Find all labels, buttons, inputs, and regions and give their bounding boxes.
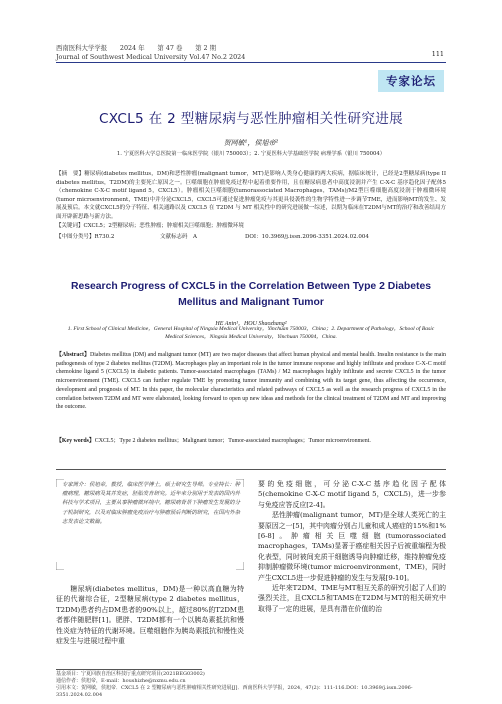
document-code: 文献标志码 A	[160, 234, 197, 240]
body-right-p3: 近年来T2DM、TME与MT相互关系的研究引起了人们的强烈关注，且CXCL5和TAMS在T2DM与MT的相关研究中取得了一定的进展，是具有潜在价值的治	[258, 584, 446, 613]
title-en-line1: Research Progress of CXCL5 in the Correlation Between Type 2 Diabetes	[70, 281, 432, 292]
authors-cn: 贺网敏¹，侯旭帝²	[223, 139, 279, 147]
body-left-column	[56, 584, 244, 646]
title-en	[56, 279, 446, 311]
clc-number: 【中图分类号】R730.2	[56, 234, 115, 240]
expert-bio: 专家简介：侯旭帝，教授，临床医学博士，硕士研究生导师。专业特长：肿瘤病理，糖尿病及其并发症，胚胎发育研究。近年来分别用于发表的国内外科技与学术项目，主要从事肿瘤微环境中，糖尿病背景下肿瘤发生发展的分子机制研究，以及对临床肿瘤免疫治疗与肿瘤预后判断的研究，在国内外杂志发表论文数篇。	[62, 482, 240, 525]
keywords-en	[56, 437, 446, 446]
footnote-rule	[56, 669, 202, 670]
footnote-cite: 引用本文：贺网敏，侯旭帝．CXCL5 在 2 型糖尿病与恶性肿瘤相关性研究进展[J]．西南医科大学学报，2024，47(2)：111-116.DOI：10.3969/j.issn.2096-3351.2024.02.004	[56, 685, 413, 698]
abstract-en	[56, 351, 446, 412]
title-en-line2: Mellitus and Malignant Tumor	[178, 297, 324, 308]
keywords-en-label: 【Key words】	[56, 438, 95, 444]
footnote-fund: 基金项目：宁夏回族自治区科技厅重点研究项目(2021BEG03002)	[56, 671, 205, 677]
body-right-p1: 要的免疫细胞，可分泌C-X-C基序趋化因子配体5(chemokine C-X-C motif ligand 5，CXCL5)，进一步参与免疫应答反应[2-4]。	[258, 480, 446, 509]
keywords-cn: 【关键词】CXCL5；2型糖尿病；恶性肿瘤；肿瘤相关巨噬细胞；肿瘤微环境	[56, 223, 244, 229]
abstract-en-text: Diabetes mellitus (DM) and malignant tumor (MT) are two major diseases that affect human physical and mental health. Insulin resistance is the main pathogenesis of type 2 diabetes mellitus (T2DM). Macrophages play an important role in the tumor immune response and highly infiltrate and produce C-X-C motif chemokine ligand 5 (CXCL5) in diabetic patients. Tumor-associated macrophages (TAMs) / M2 macrophages highly infiltrate and secrete CXCL5 in the tumor microenvironment (TME). CXCL5 can further regulate TME by promoting tumor immunity and combining with its target gene, thus affecting the occurrence, development and prognosis of MT. In this paper, the molecular characteristics and related pathways of CXCL5 as well as the research progress of CXCL5 in the correlation between T2DM and MT were elaborated, looking forward to open up new ideas and methods for the clinical treatment of T2DM and MT and improving the outcome.	[56, 352, 446, 411]
title-cn: CXCL5 在 2 型糖尿病与恶性肿瘤相关性研究进展	[98, 111, 404, 127]
keywords-en-text: CXCL5；Type 2 diabetes mellitus；Malignant tumor；Tumor-associated macrophages；Tumor microenvironment.	[94, 438, 371, 444]
affiliation-cn: 1. 宁夏医科大学总医院第一临床医学院（银川 750003）；2. 宁夏医科大学基础医学院 病理学系（银川 750004）	[116, 151, 386, 157]
body-right-column	[258, 479, 446, 614]
doi: DOI：10.3969/j.issn.2096-3351.2024.02.004	[245, 234, 369, 240]
footnote-corresponding: 通信作者：侯旭帝，E-mail：houshizhe@nxmu.edu.cn	[56, 678, 186, 684]
section-badge: 专家论坛	[378, 70, 444, 92]
section-divider	[56, 469, 446, 470]
abstract-cn: 【摘 要】糖尿病(diabetes mellitus，DM)和恶性肿瘤(malignant tumor，MT)是影响人类身心健康的两大疾病，据临床统计，已经是2型糖尿病(type II diabetes mellitus，T2DM)的主要死亡原因之一。巨噬细胞在肿瘤免疫过程中起着重要作用，且在糖尿病患者中高度浸润并产生 C-X-C 基序趋化因子配体5（chemokine C-X-C motif ligand 5，CXCL5）。肿瘤相关巨噬细胞(tumorassociated Macrophages，TAMs)/M2型巨噬细胞高度浸润于肿瘤微环境(tumor microenvironment，TME)中并分泌CXCL5，CXCL5可通过促进肿瘤免疫与其更具侵袭性的生物学特性进一步调节TME，进而影响MT的发生、发展及预后。本文就CXCL5的分子特征、相关通路以及 CXCL5 在 T2DM 与 MT 相关性中的研究进展做一综述，以期为临床在T2DM与MT的治疗和改善结局方面开辟新思路与新方法。	[56, 171, 446, 220]
affiliation-en: 1. First School of Clinical Medicine，General Hospital of Ningxia Medical University，Yinchuan 750003，China；2. Department of Pathology，School of Basic Medical Sciences，Ningxia Medical University，Yinchuan 750004，China.	[67, 326, 435, 340]
body-right-p2: 恶性肿瘤(malignant tumor，MT)是全球人类死亡的主要原因之一[5]，其中肉瘤分别占儿童和成人癌症的15%和1%[6-8]。肿瘤相关巨噬细胞(tumorassociated macrophages，TAMs)显著于癌症相关因子后被重编程为极化表型，同时被间充质干细胞诱导向肿瘤迁移，维持肿瘤免疫抑制肿瘤微环境(tumor microenvironment，TME)，同时产生CXCL5进一步促进肿瘤的发生与发展[9-10]。	[258, 511, 446, 582]
authors-en: HE Anin¹，HOU Shaozhang²	[215, 321, 287, 327]
body-left-text: 糖尿病(diabetes mellitus，DM)是一种以高血糖为特征的代谢综合征，2型糖尿病(type 2 diabetes mellitus，T2DM)患者约占DM患者的90%以上，超过80%的T2DM患者都伴随肥胖[1]。肥胖、T2DM都有一个以胰岛素抵抗和慢性炎症为特征的代谢环境。巨噬细胞作为胰岛素抵抗和慢性炎症发生与进展过程中重	[56, 585, 244, 646]
page-number: 111	[431, 50, 444, 58]
abstract-en-label: 【Abstract】	[56, 352, 90, 358]
journal-header-en: Journal of Southwest Medical University Vol.47 No.2 2024	[56, 53, 246, 61]
header-rule	[56, 62, 446, 63]
journal-header-cn: 西南医科大学学报 2024 年 第 47 卷 第 2 期	[56, 44, 217, 52]
